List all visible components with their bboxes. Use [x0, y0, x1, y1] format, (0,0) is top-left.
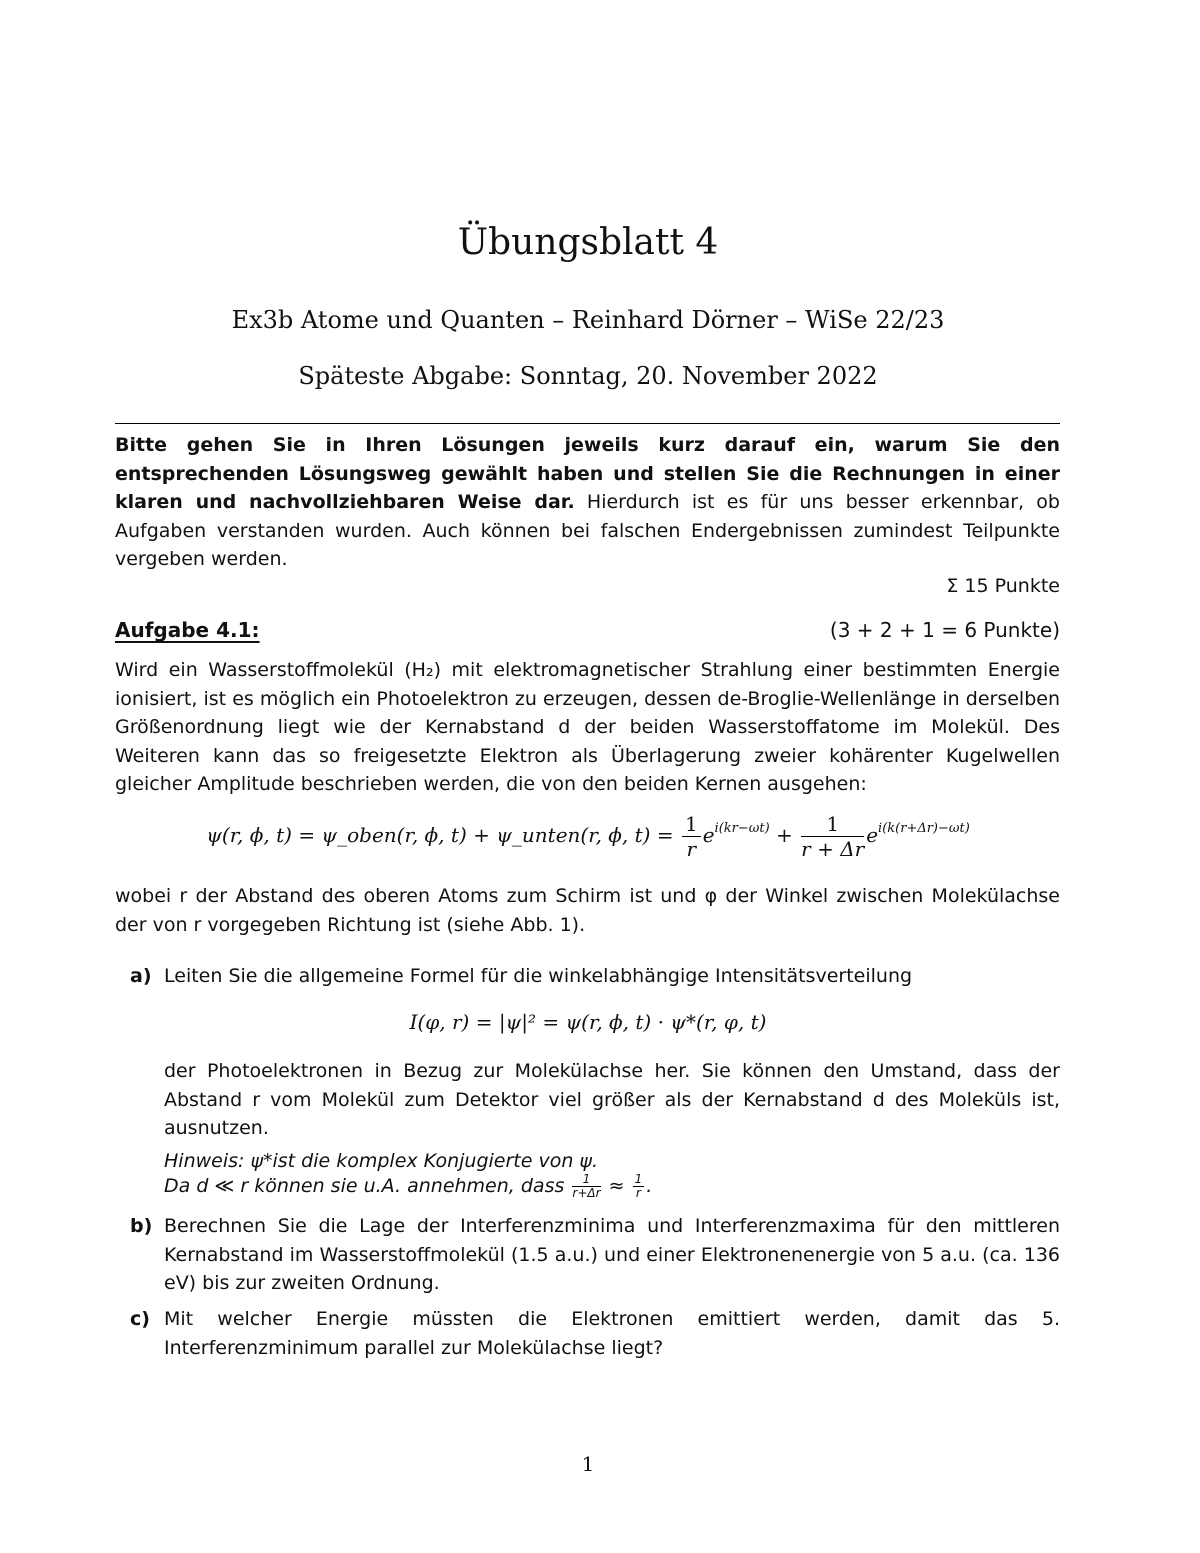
intro-paragraph — [115, 431, 1060, 574]
hint-line-1: Hinweis: ψ*ist die komplex Konjugierte von ψ. — [164, 1150, 598, 1172]
fraction-2 — [801, 812, 864, 861]
subtask-b-label: b) — [130, 1215, 153, 1237]
fraction-1 — [682, 812, 701, 861]
intro-bold-text: Bitte gehen Sie in Ihren Lösungen jeweils kurz darauf ein, warum Sie den entsprechenden Lösungsweg gewählt haben und stellen Sie die Rechnungen in einer klaren und nachvollziehbaren Weise dar. — [115, 434, 1060, 513]
aufgabe-heading: Aufgabe 4.1: — [115, 618, 260, 642]
total-points: Σ 15 Punkte — [946, 575, 1060, 597]
subtask-c-text: Mit welcher Energie müssten die Elektronen emittiert werden, damit das 5. Interferenzminimum parallel zur Molekülachse liegt? — [164, 1308, 1060, 1359]
fraction-1-denominator: r — [686, 837, 697, 861]
course-subtitle: Ex3b Atome und Quanten – Reinhard Dörner – WiSe 22/23 — [231, 306, 945, 334]
hint-fraction-1-numerator: 1 — [572, 1173, 600, 1187]
hint-line-2-text: Da d ≪ r können sie u.A. annehmen, dass — [164, 1175, 565, 1197]
aufgabe-points: (3 + 2 + 1 = 6 Punkte) — [829, 618, 1060, 642]
sheet-title: Übungsblatt 4 — [457, 222, 719, 263]
hint-fraction-2-numerator: 1 — [634, 1172, 643, 1186]
intro-normal-text: Hierdurch ist es für uns besser erkennbar, ob Aufgaben verstanden wurden. Auch können bei falschen Endergebnissen zumindest Teilpunkte vergeben werden. — [115, 491, 1060, 570]
fraction-2-denominator: r + Δr — [801, 837, 865, 861]
horizontal-rule — [115, 423, 1060, 424]
subtask-a-label: a) — [130, 965, 152, 987]
fraction-1-numerator: 1 — [682, 812, 701, 837]
exponent-1: i(kr−ωt) — [714, 821, 770, 836]
subtask-a-hint — [164, 1149, 1060, 1200]
subtask-a-text: Leiten Sie die allgemeine Formel für die winkelabhängige Intensitätsverteilung — [164, 965, 913, 987]
hint-line-2 — [164, 1173, 1060, 1200]
subtask-a-continuation: der Photoelektronen in Bezug zur Molekülachse her. Sie können den Umstand, dass der Abstand r vom Molekül zum Detektor viel größer als der Kernabstand d des Moleküls ist, ausnutzen. — [164, 1060, 1060, 1139]
hint-fraction-1-denominator: r+Δr — [572, 1186, 601, 1200]
hint-fraction-1 — [572, 1173, 600, 1200]
aufgabe-paragraph-2: wobei r der Abstand des oberen Atoms zum Schirm ist und φ der Winkel zwischen Molekülachse der von r vorgegeben Richtung ist (siehe Abb. 1). — [115, 885, 1060, 936]
hint-fraction-2 — [633, 1173, 645, 1200]
aufgabe-paragraph-1: Wird ein Wasserstoffmolekül (H₂) mit elektromagnetischer Strahlung einer bestimmten Energie ionisiert, ist es möglich ein Photoelektron zu erzeugen, dessen de-Broglie-Wellenlänge in derselben Größenordnung liegt wie der Kernabstand d der beiden Wasserstoffatome im Molekül. Des Weiteren kann das so freigesetzte Elektron als Überlagerung zweier kohärenter Kugelwellen gleicher Amplitude beschrieben werden, die von den beiden Kernen ausgehen: — [115, 659, 1060, 795]
exponent-2: i(k(r+Δr)−ωt) — [878, 821, 970, 836]
subtask-b-text: Berechnen Sie die Lage der Interferenzminima und Interferenzmaxima für den mittleren Kernabstand im Wasserstoffmolekül (1.5 a.u.) und einer Elektronenenergie von 5 a.u. (ca. 136 eV) bis zur zweiten Ordnung. — [164, 1215, 1060, 1294]
hint-fraction-2-denominator: r — [635, 1186, 641, 1200]
equation-lhs: ψ(r, ϕ, t) = ψ_oben(r, ϕ, t) + ψ_unten(r, ϕ, t) = — [206, 823, 674, 847]
subtask-c-label: c) — [130, 1308, 150, 1330]
hint-approx: ≈ — [608, 1175, 625, 1197]
deadline: Späteste Abgabe: Sonntag, 20. November 2022 — [298, 362, 878, 390]
wavefunction-equation: ψ(r, ϕ, t) = ψ_oben(r, ϕ, t) + ψ_unten(r, ϕ, t) = $\frac{1}{r}$ $e^{i(kr-\omega t)}$ + $\frac{1}{r + \Delta r}$ $e^{i(k(r+\Delta r)-\omega t)}$ — [206, 812, 970, 861]
fraction-2-numerator: 1 — [801, 812, 864, 837]
equation-plus: + — [776, 823, 793, 847]
hint-period: . — [646, 1175, 653, 1197]
intensity-equation: I(φ, r) = |ψ|² = ψ(r, ϕ, t) · ψ*(r, φ, t) — [409, 1010, 767, 1034]
page-number: 1 — [581, 1452, 595, 1476]
